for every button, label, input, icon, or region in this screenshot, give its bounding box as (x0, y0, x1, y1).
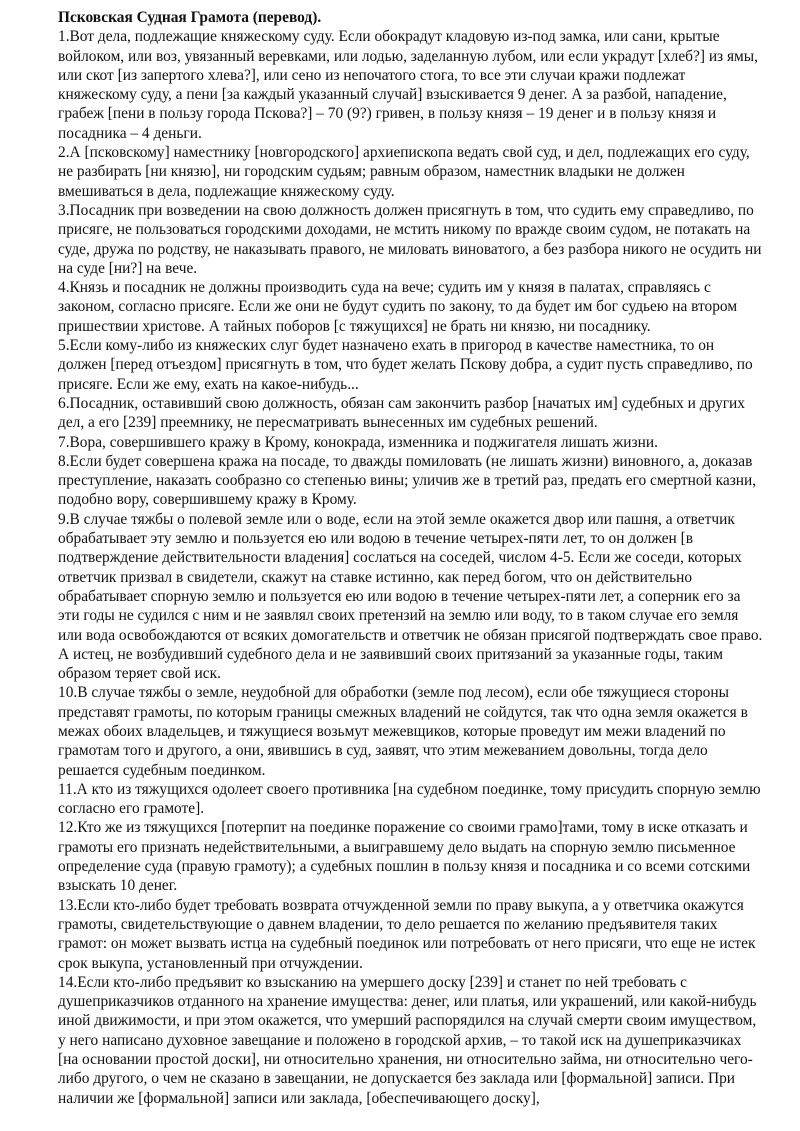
article-8: 8.Если будет совершена кража на посаде, то дважды помиловать (не лишать жизни) виновного, а, доказав преступление, наказать сообразно со степенью вины; уличив же в третий раз, предать его смертной казни, подобно вору, совершившему кражу в Крому. (58, 452, 757, 509)
article-2: 2.А [псковскому] наместнику [новгородского] архиепископа ведать свой суд, и дел, подлежащих его суду, не разбирать [ни князю], ни городским судьям; равным образом, наместник владыки не должен вмешиваться в дела, подлежащие княжескому суду. (58, 144, 750, 200)
article-1: 1.Вот дела, подлежащие княжескому суду. Если обокрадут кладовую из-под замка, или сани, крытые войлоком, или воз, увязанный веревками, или лодью, заделанную лубом, или если украдут [хлеб?] из ямы, или скот [из запертого хлева?], или сено из непочатого стога, то все эти случаи кражи подлежат княжескому суду, а пени [за каждый указанный случай] взыскивается 9 денег. А за разбой, нападение, грабеж [пени в пользу города Пскова?] – 70 (9?) гривен, в пользу князя – 19 денег и в пользу князя и посадника – 4 деньги. (58, 28, 758, 142)
article-9: 9.В случае тяжбы о полевой земле или о воде, если на этой земле окажется двор или пашня, а ответчик обрабатывает эту землю и пользуется ею или водою в течение четырех-пяти лет, то он должен [в подтверждение действительности владения] сослаться на соседей, числом 4-5. Если же соседи, которых ответчик призвал в свидетели, скажут на ставке истинно, как перед богом, что он действительно обрабатывает спорную землю и пользуется ею или водою в течение четырех-пяти лет, а соперник его за эти годы не судился с ним и не заявлял своих претензий на землю или воду, то в таком случае его земля или вода освобождаются от всяких домогательств и ответчик не обязан присягой подтверждать свое право. А истец, не возбудивший судебного дела и не заявивший своих притязаний за указанные годы, таким образом теряет свой иск. (58, 510, 763, 683)
article-13: 13.Если кто-либо будет требовать возврата отчужденной земли по праву выкупа, а у ответчика окажутся грамоты, свидетельствующие о давнем владении, то дело решается по желанию предъявителя таких грамот: он может вызвать истца на судебный поединок или потребовать от него присяги, что еще не истек срок выкупа, установленный при отчуждении. (58, 896, 756, 972)
article-11: 11.А кто из тяжущихся одолеет своего противника [на судебном поединке, тому присудить спорную землю согласно его грамоте]. (58, 780, 761, 818)
article-14: 14.Если кто-либо предъявит ко взысканию на умершего доску [239] и станет по ней требовать с душеприказчиков отданного на хранение имущества: денег, или платья, или украшений, или какой-нибудь иной движимости, и при этом окажется, что умерший распорядился на случай смерти своим имуществом, у него написано духовное завещание и положено в городской архив, – то такой иск на душеприказчиках [на основании простой доски], ни относительно хранения, ни относительно займа, ни относительно чего-либо другого, о чем не сказано в завещании, не допускается без заклада или [формальной] записи. При наличии же [формальной] записи или заклада, [обеспечивающего доску], (58, 973, 757, 1107)
document-title: Псковская Судная Грамота (перевод). (58, 9, 322, 26)
article-10: 10.В случае тяжбы о земле, неудобной для обработки (земле под лесом), если обе тяжущиеся стороны представят грамоты, по которым границы смежных владений не сойдутся, так что одна земля окажется в межах обоих владельцев, и тяжущиеся возьмут межевщиков, которые проведут им межи владений по грамотам того и другого, а они, явившись в суд, заявят, что этим межеванием довольны, тогда дело решается судебным поединком. (58, 684, 748, 779)
article-7: 7.Вора, совершившего кражу в Крому, конокрада, изменника и поджигателя лишать жизни. (58, 433, 658, 451)
article-12: 12.Кто же из тяжущихся [потерпит на поединке поражение со своими грамо]тами, тому в иске отказать и грамоты его признать недействительными, а выигравшему дело выдать на спорную землю письменное определение суда (правую грамоту); а судебных пошлин в пользу князя и посадника и со всеми сотскими взыскать 10 денег. (58, 819, 751, 895)
article-4: 4.Князь и посадник не должны производить суда на вече; судить им у князя в палатах, справляясь с законом, согласно присяге. Если же они не будут судить по закону, то да будет им бог судьею на втором пришествии христове. А тайных поборов [с тяжущихся] не брать ни князю, ни посаднику. (58, 279, 738, 335)
article-6: 6.Посадник, оставивший свою должность, обязан сам закончить разбор [начатых им] судебных и других дел, а его [239] преемнику, не пересматривать вынесенных им судебных решений. (58, 394, 745, 432)
article-3: 3.Посадник при возведении на свою должность должен присягнуть в том, что судить ему справедливо, по присяге, не пользоваться городскими доходами, не мстить никому по вражде своим судом, не потакать на суде, дружа по родству, не наказывать правого, не миловать виноватого, а без разбора никого не осудить ни на суде [ни?] на вече. (58, 201, 762, 277)
article-5: 5.Если кому-либо из княжеских слуг будет назначено ехать в пригород в качестве наместника, то он должен [перед отъездом] присягнуть в том, что будет желать Пскову добра, а судит пусть справедливо, по присяге. Если же ему, ехать на какое-нибудь... (58, 337, 753, 393)
